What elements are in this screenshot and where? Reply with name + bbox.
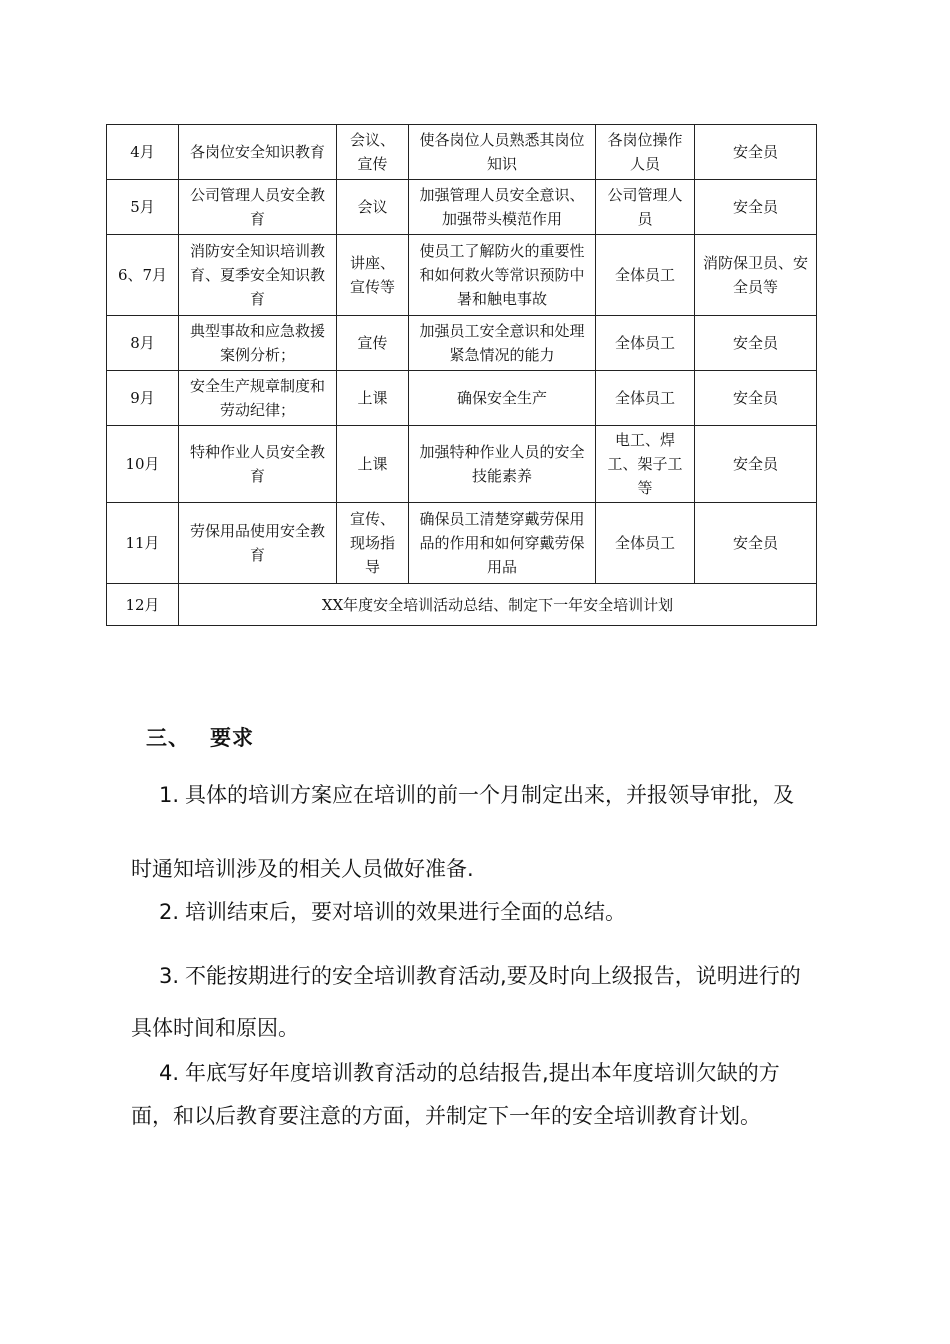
section-heading	[146, 722, 254, 752]
content-cell: 特种作业人员安全教育	[179, 426, 337, 503]
content-cell: 劳保用品使用安全教育	[179, 503, 337, 584]
table-row	[107, 235, 817, 316]
table-row	[107, 371, 817, 426]
method-cell: 上课	[337, 371, 409, 426]
owner-cell: 安全员	[695, 180, 817, 235]
owner-cell: 安全员	[695, 503, 817, 584]
month-cell: 10月	[107, 426, 179, 503]
requirement-text: 不能按期进行的安全培训教育活动,要及时向上级报告，说明进行的具体时间和原因。	[131, 964, 801, 1040]
owner-cell: 安全员	[695, 371, 817, 426]
table-row	[107, 316, 817, 371]
method-cell: 宣传、现场指导	[337, 503, 409, 584]
content-cell: 典型事故和应急救援案例分析；	[179, 316, 337, 371]
content-cell: 安全生产规章制度和劳动纪律；	[179, 371, 337, 426]
requirement-number: 1.	[159, 783, 180, 807]
goal-cell: 确保员工清楚穿戴劳保用品的作用和如何穿戴劳保用品	[409, 503, 596, 584]
month-cell: 4月	[107, 125, 179, 180]
method-cell: 上课	[337, 426, 409, 503]
target-cell: 公司管理人员	[596, 180, 695, 235]
table-row	[107, 584, 817, 626]
table-row	[107, 125, 817, 180]
requirement-number: 3.	[159, 964, 180, 988]
table-row	[107, 503, 817, 584]
section-number: 三、	[146, 726, 190, 750]
target-cell: 全体员工	[596, 503, 695, 584]
month-cell: 8月	[107, 316, 179, 371]
summary-cell: XX年度安全培训活动总结、制定下一年安全培训计划	[179, 584, 817, 626]
goal-cell: 加强员工安全意识和处理紧急情况的能力	[409, 316, 596, 371]
goal-cell: 使各岗位人员熟悉其岗位知识	[409, 125, 596, 180]
requirement-item	[131, 950, 803, 1054]
target-cell: 电工、焊工、架子工等	[596, 426, 695, 503]
goal-cell: 加强特种作业人员的安全技能素养	[409, 426, 596, 503]
goal-cell: 加强管理人员安全意识、加强带头模范作用	[409, 180, 596, 235]
method-cell: 讲座、宣传等	[337, 235, 409, 316]
method-cell: 会议	[337, 180, 409, 235]
requirement-item	[131, 758, 803, 906]
requirement-number: 4.	[159, 1061, 180, 1085]
goal-cell: 使员工了解防火的重要性和如何救火等常识预防中暑和触电事故	[409, 235, 596, 316]
month-cell: 11月	[107, 503, 179, 584]
owner-cell: 安全员	[695, 316, 817, 371]
requirement-text: 年底写好年度培训教育活动的总结报告,提出本年度培训欠缺的方面，和以后教育要注意的方面，并制定下一年的安全培训教育计划。	[131, 1061, 780, 1128]
requirement-text: 具体的培训方案应在培训的前一个月制定出来，并报领导审批，及时通知培训涉及的相关人员做好准备.	[131, 783, 795, 881]
goal-cell: 确保安全生产	[409, 371, 596, 426]
month-cell: 6、7月	[107, 235, 179, 316]
month-cell: 12月	[107, 584, 179, 626]
table-row	[107, 180, 817, 235]
month-cell: 9月	[107, 371, 179, 426]
method-cell: 宣传	[337, 316, 409, 371]
owner-cell: 安全员	[695, 426, 817, 503]
requirement-item	[131, 1052, 803, 1138]
training-plan-table	[106, 124, 817, 626]
owner-cell: 消防保卫员、安全员等	[695, 235, 817, 316]
content-cell: 公司管理人员安全教育	[179, 180, 337, 235]
month-cell: 5月	[107, 180, 179, 235]
owner-cell: 安全员	[695, 125, 817, 180]
target-cell: 全体员工	[596, 316, 695, 371]
target-cell: 各岗位操作人员	[596, 125, 695, 180]
section-title: 要求	[210, 726, 254, 750]
target-cell: 全体员工	[596, 371, 695, 426]
target-cell: 全体员工	[596, 235, 695, 316]
content-cell: 各岗位安全知识教育	[179, 125, 337, 180]
requirement-text: 培训结束后，要对培训的效果进行全面的总结。	[185, 900, 627, 924]
requirement-item	[131, 888, 803, 936]
content-cell: 消防安全知识培训教育、夏季安全知识教育	[179, 235, 337, 316]
method-cell: 会议、宣传	[337, 125, 409, 180]
requirement-number: 2.	[159, 900, 180, 924]
table-row	[107, 426, 817, 503]
